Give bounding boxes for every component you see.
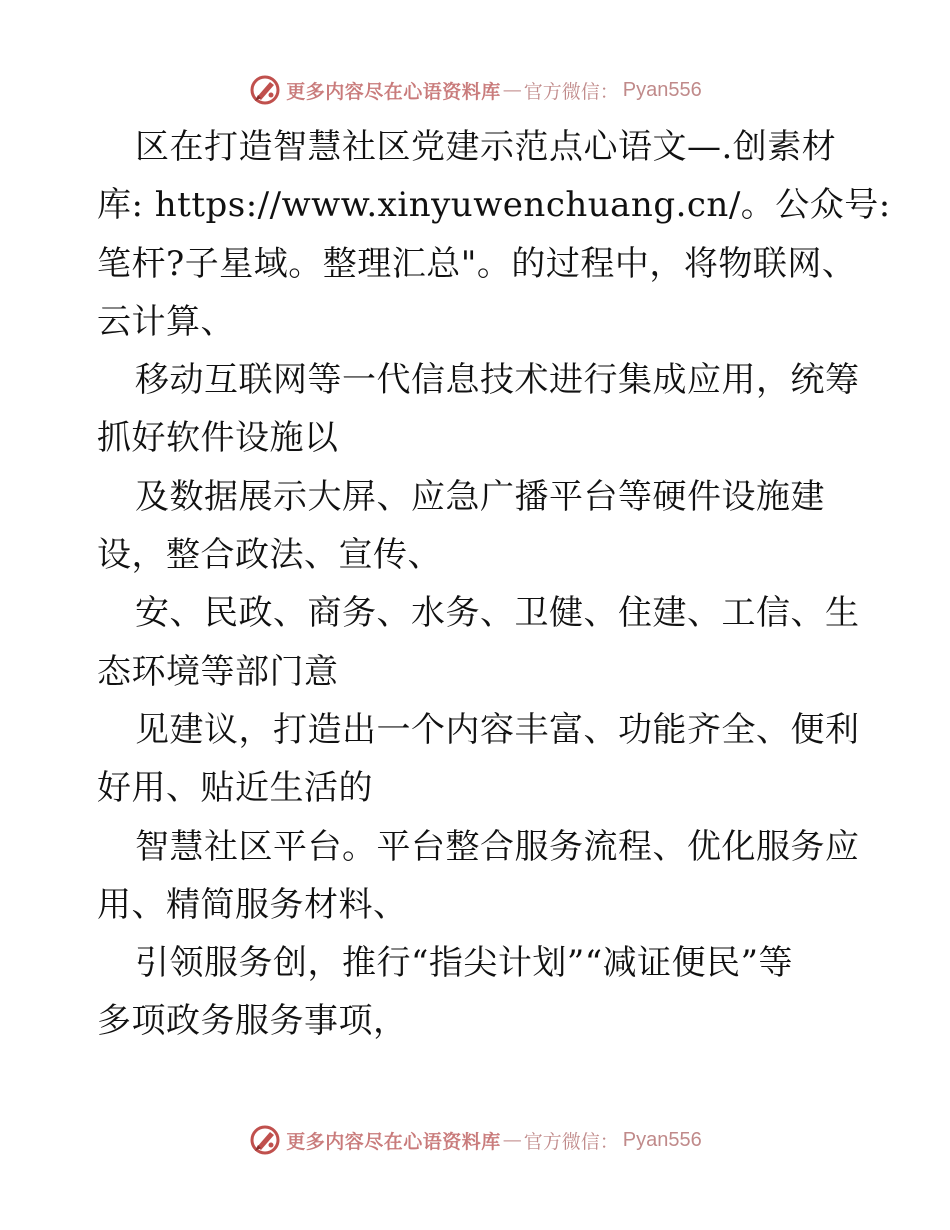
body-line-6: 抓好软件设施以 bbox=[97, 418, 339, 459]
body-line-13: 智慧社区平台。平台整合服务流程、优化服务应 bbox=[135, 826, 860, 867]
body-line-12: 好用、贴近生活的 bbox=[97, 768, 373, 809]
body-line-2: 库: https://www.xinyuwenchuang.cn/。公众号: bbox=[97, 185, 891, 226]
body-line-8: 设，整合政法、宣传、 bbox=[97, 535, 442, 576]
body-line-16: 多项政务服务事项， bbox=[97, 1001, 408, 1042]
header-wechat-label: 官方微信： bbox=[523, 80, 619, 103]
footer-wechat-label: 官方微信： bbox=[523, 1130, 619, 1153]
body-line-14: 用、精简服务材料、 bbox=[97, 884, 408, 925]
header-watermark-text: 更多内容尽在心语资料库 bbox=[286, 80, 501, 103]
body-line-10: 态环境等部门意 bbox=[97, 651, 339, 692]
header-watermark bbox=[0, 70, 950, 110]
document-body bbox=[97, 118, 891, 1051]
footer-watermark-text: 更多内容尽在心语资料库 bbox=[286, 1130, 501, 1153]
footer-watermark bbox=[0, 1120, 950, 1160]
body-line-11: 见建议，打造出一个内容丰富、功能齐全、便利 bbox=[135, 709, 860, 750]
xinyu-logo-icon bbox=[248, 1123, 282, 1157]
body-line-1: 区在打造智慧社区党建示范点心语文—.创素材 bbox=[135, 127, 837, 167]
body-line-9: 安、民政、商务、水务、卫健、住建、工信、生 bbox=[135, 593, 860, 634]
xinyu-logo-icon bbox=[248, 73, 282, 107]
body-line-15: 引领服务创，推行“指尖计划”“减证便民”等 bbox=[135, 943, 794, 984]
footer-wechat-id: Pyan556 bbox=[622, 1128, 702, 1151]
body-line-5: 移动互联网等一代信息技术进行集成应用，统筹 bbox=[135, 360, 860, 401]
body-line-3: 笔杆?子星域。整理汇总"。的过程中，将物联网、 bbox=[97, 243, 857, 284]
header-watermark-dash: — bbox=[502, 79, 522, 101]
body-line-4: 云计算、 bbox=[97, 301, 235, 342]
body-line-7: 及数据展示大屏、应急广播平台等硬件设施建 bbox=[135, 476, 825, 517]
footer-watermark-dash: — bbox=[502, 1129, 522, 1151]
header-wechat-id: Pyan556 bbox=[622, 78, 702, 101]
